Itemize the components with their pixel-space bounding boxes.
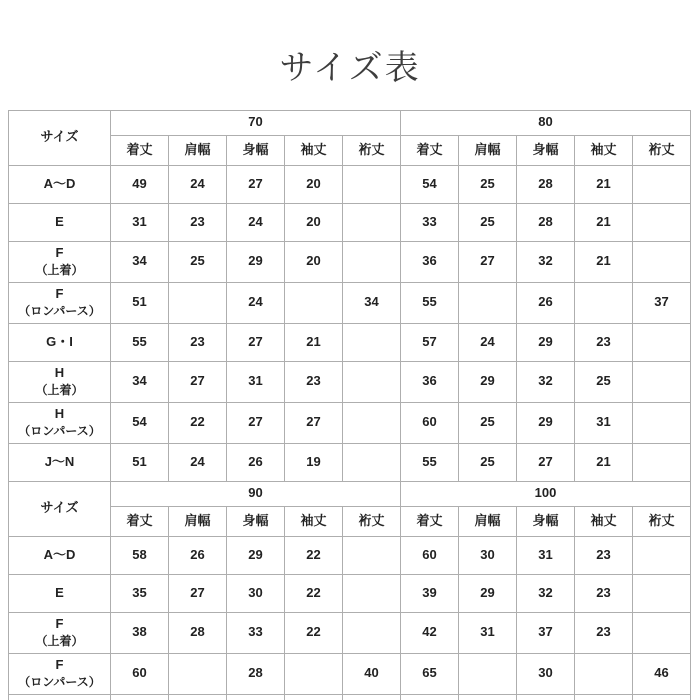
- value-cell: 55: [111, 323, 169, 361]
- value-cell: 31: [111, 203, 169, 241]
- size-table: [8, 110, 691, 700]
- measure-header-row-1: [9, 506, 691, 536]
- size-group-header: 90: [111, 481, 401, 506]
- row-label-main: H: [54, 405, 65, 421]
- value-cell: [343, 241, 401, 282]
- value-cell: 29: [517, 402, 575, 443]
- table-row: [9, 402, 691, 443]
- value-cell: 27: [285, 402, 343, 443]
- value-cell: 55: [401, 443, 459, 481]
- value-cell: 27: [517, 443, 575, 481]
- row-label: [9, 402, 111, 443]
- value-cell: 55: [401, 282, 459, 323]
- value-cell: 29: [227, 241, 285, 282]
- value-cell: [575, 282, 633, 323]
- value-cell: [575, 653, 633, 694]
- row-label-sub: （ロンパース）: [18, 423, 101, 438]
- value-cell: 21: [575, 443, 633, 481]
- value-cell: 29: [517, 323, 575, 361]
- table-row: [9, 203, 691, 241]
- value-cell: [633, 323, 691, 361]
- value-cell: [343, 612, 401, 653]
- table-row: [9, 536, 691, 574]
- value-cell: 28: [517, 203, 575, 241]
- value-cell: 65: [401, 653, 459, 694]
- value-cell: 25: [575, 361, 633, 402]
- value-cell: 27: [169, 361, 227, 402]
- measure-header: 身幅: [517, 135, 575, 165]
- value-cell: 31: [517, 536, 575, 574]
- value-cell: [227, 694, 285, 700]
- value-cell: 30: [227, 574, 285, 612]
- value-cell: [169, 694, 227, 700]
- value-cell: [459, 653, 517, 694]
- value-cell: [633, 574, 691, 612]
- measure-header: 裄丈: [343, 135, 401, 165]
- value-cell: 21: [285, 323, 343, 361]
- measure-header: 裄丈: [633, 135, 691, 165]
- value-cell: [343, 361, 401, 402]
- value-cell: [633, 443, 691, 481]
- value-cell: [285, 653, 343, 694]
- value-cell: 37: [517, 612, 575, 653]
- value-cell: 23: [575, 536, 633, 574]
- value-cell: 46: [633, 653, 691, 694]
- row-label-sub: （上着）: [35, 262, 84, 277]
- measure-header: 袖丈: [285, 506, 343, 536]
- value-cell: 24: [459, 323, 517, 361]
- value-cell: 51: [111, 443, 169, 481]
- value-cell: 24: [227, 282, 285, 323]
- row-label: [9, 612, 111, 653]
- value-cell: [633, 536, 691, 574]
- table-row: [9, 241, 691, 282]
- row-label-main: A～D: [43, 546, 76, 562]
- row-label-main: E: [55, 213, 64, 229]
- value-cell: [343, 574, 401, 612]
- table-row: [9, 612, 691, 653]
- measure-header: 肩幅: [169, 506, 227, 536]
- size-column-header: サイズ: [9, 481, 111, 536]
- value-cell: 25: [459, 203, 517, 241]
- table-row: [9, 443, 691, 481]
- value-cell: 27: [227, 402, 285, 443]
- value-cell: 31: [459, 612, 517, 653]
- value-cell: 23: [575, 612, 633, 653]
- value-cell: 23: [169, 203, 227, 241]
- measure-header: 身幅: [227, 506, 285, 536]
- value-cell: [517, 694, 575, 700]
- value-cell: 60: [401, 536, 459, 574]
- value-cell: 29: [227, 536, 285, 574]
- value-cell: 25: [459, 443, 517, 481]
- row-label-sub: （上着）: [35, 633, 84, 648]
- value-cell: 30: [517, 653, 575, 694]
- row-label-sub: （上着）: [35, 382, 84, 397]
- clipped-row: [9, 694, 691, 700]
- value-cell: 29: [459, 574, 517, 612]
- value-cell: 36: [401, 361, 459, 402]
- row-label-main: H: [54, 364, 65, 380]
- value-cell: 24: [227, 203, 285, 241]
- value-cell: [343, 536, 401, 574]
- value-cell: [343, 402, 401, 443]
- value-cell: 25: [169, 241, 227, 282]
- value-cell: [285, 282, 343, 323]
- value-cell: 30: [459, 536, 517, 574]
- value-cell: [459, 694, 517, 700]
- value-cell: 37: [633, 282, 691, 323]
- measure-header: 身幅: [227, 135, 285, 165]
- value-cell: 51: [111, 282, 169, 323]
- table-row: [9, 653, 691, 694]
- value-cell: 60: [401, 402, 459, 443]
- row-label: [9, 694, 111, 700]
- value-cell: 24: [169, 443, 227, 481]
- value-cell: 28: [169, 612, 227, 653]
- value-cell: 32: [517, 574, 575, 612]
- value-cell: 35: [111, 574, 169, 612]
- size-group-header: 100: [401, 481, 691, 506]
- value-cell: 33: [401, 203, 459, 241]
- value-cell: 40: [343, 653, 401, 694]
- measure-header: 袖丈: [575, 506, 633, 536]
- value-cell: 21: [575, 165, 633, 203]
- value-cell: 54: [111, 402, 169, 443]
- value-cell: 27: [227, 323, 285, 361]
- value-cell: 23: [575, 574, 633, 612]
- value-cell: 27: [459, 241, 517, 282]
- value-cell: 26: [227, 443, 285, 481]
- value-cell: [633, 612, 691, 653]
- measure-header: 肩幅: [169, 135, 227, 165]
- table-row: [9, 361, 691, 402]
- measure-header: 袖丈: [575, 135, 633, 165]
- size-group-header: 70: [111, 110, 401, 135]
- row-label-sub: （ロンパース）: [18, 674, 101, 689]
- value-cell: [285, 694, 343, 700]
- row-label-main: F: [55, 285, 64, 301]
- value-cell: 33: [227, 612, 285, 653]
- group-header-row-0: [9, 110, 691, 135]
- row-label: [9, 241, 111, 282]
- value-cell: 34: [111, 361, 169, 402]
- row-label-main: J～N: [44, 453, 75, 469]
- row-label: [9, 323, 111, 361]
- value-cell: 21: [575, 203, 633, 241]
- value-cell: [169, 282, 227, 323]
- value-cell: 27: [169, 574, 227, 612]
- value-cell: [343, 203, 401, 241]
- row-label: [9, 574, 111, 612]
- value-cell: 54: [401, 165, 459, 203]
- row-label: [9, 536, 111, 574]
- value-cell: 60: [111, 653, 169, 694]
- size-group-header: 80: [401, 110, 691, 135]
- group-header-row-1: [9, 481, 691, 506]
- value-cell: 25: [459, 165, 517, 203]
- value-cell: 28: [517, 165, 575, 203]
- table-row: [9, 282, 691, 323]
- value-cell: 22: [285, 574, 343, 612]
- value-cell: [633, 203, 691, 241]
- value-cell: [575, 694, 633, 700]
- measure-header: 身幅: [517, 506, 575, 536]
- value-cell: 20: [285, 241, 343, 282]
- page-title: サイズ表: [279, 49, 421, 87]
- value-cell: [459, 282, 517, 323]
- value-cell: 31: [227, 361, 285, 402]
- value-cell: 34: [111, 241, 169, 282]
- measure-header-row-0: [9, 135, 691, 165]
- value-cell: 26: [517, 282, 575, 323]
- row-label: [9, 361, 111, 402]
- value-cell: 22: [169, 402, 227, 443]
- value-cell: [111, 694, 169, 700]
- value-cell: 24: [169, 165, 227, 203]
- row-label-main: G・I: [46, 333, 73, 349]
- measure-header: 着丈: [111, 135, 169, 165]
- row-label-main: F: [55, 244, 64, 260]
- table-row: [9, 574, 691, 612]
- value-cell: [343, 323, 401, 361]
- row-label: [9, 653, 111, 694]
- value-cell: 39: [401, 574, 459, 612]
- row-label: [9, 443, 111, 481]
- measure-header: 着丈: [401, 135, 459, 165]
- value-cell: 22: [285, 612, 343, 653]
- row-label-sub: （ロンパース）: [18, 303, 101, 318]
- size-table-body: [9, 110, 691, 700]
- value-cell: [169, 653, 227, 694]
- value-cell: 27: [227, 165, 285, 203]
- value-cell: 36: [401, 241, 459, 282]
- value-cell: [633, 165, 691, 203]
- value-cell: 23: [169, 323, 227, 361]
- value-cell: 57: [401, 323, 459, 361]
- value-cell: 32: [517, 361, 575, 402]
- value-cell: 25: [459, 402, 517, 443]
- value-cell: [343, 443, 401, 481]
- value-cell: 23: [575, 323, 633, 361]
- value-cell: 31: [575, 402, 633, 443]
- row-label-main: F: [55, 656, 64, 672]
- value-cell: 32: [517, 241, 575, 282]
- measure-header: 着丈: [401, 506, 459, 536]
- value-cell: [343, 165, 401, 203]
- value-cell: [633, 361, 691, 402]
- row-label: [9, 165, 111, 203]
- value-cell: 42: [401, 612, 459, 653]
- table-row: [9, 165, 691, 203]
- measure-header: 着丈: [111, 506, 169, 536]
- measure-header: 肩幅: [459, 506, 517, 536]
- value-cell: [633, 694, 691, 700]
- value-cell: 58: [111, 536, 169, 574]
- value-cell: 19: [285, 443, 343, 481]
- measure-header: 裄丈: [343, 506, 401, 536]
- value-cell: [401, 694, 459, 700]
- table-row: [9, 323, 691, 361]
- value-cell: 22: [285, 536, 343, 574]
- measure-header: 裄丈: [633, 506, 691, 536]
- row-label-main: F: [55, 615, 64, 631]
- value-cell: 20: [285, 165, 343, 203]
- measure-header: 袖丈: [285, 135, 343, 165]
- value-cell: [633, 241, 691, 282]
- value-cell: 20: [285, 203, 343, 241]
- row-label-main: A～D: [43, 175, 76, 191]
- value-cell: 26: [169, 536, 227, 574]
- value-cell: [343, 694, 401, 700]
- measure-header: 肩幅: [459, 135, 517, 165]
- row-label: [9, 282, 111, 323]
- value-cell: 34: [343, 282, 401, 323]
- value-cell: 23: [285, 361, 343, 402]
- row-label-main: E: [55, 584, 64, 600]
- value-cell: [633, 402, 691, 443]
- value-cell: 49: [111, 165, 169, 203]
- value-cell: 28: [227, 653, 285, 694]
- value-cell: 29: [459, 361, 517, 402]
- value-cell: 21: [575, 241, 633, 282]
- size-column-header: サイズ: [9, 110, 111, 165]
- value-cell: 38: [111, 612, 169, 653]
- row-label: [9, 203, 111, 241]
